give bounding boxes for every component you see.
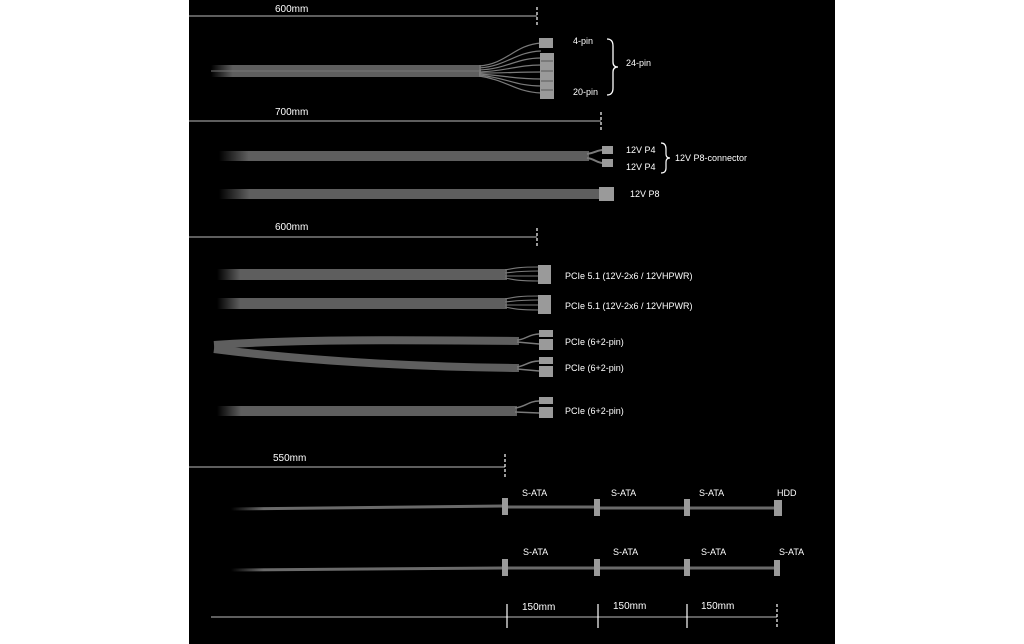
cpu-p4-connector-bottom	[602, 159, 613, 167]
sata-2-connector-1	[502, 559, 508, 576]
cable-cpu-p4-split	[219, 146, 613, 167]
sata-2-label-1: S-ATA	[523, 547, 549, 557]
sata-2-connector-4	[774, 560, 780, 576]
cable-sata-1	[231, 498, 782, 516]
atx-20pin-label: 20-pin	[573, 87, 599, 97]
cpu-brace	[661, 143, 670, 173]
cable-pcie-2	[217, 295, 551, 314]
sata-2-connector-3	[684, 559, 690, 576]
atx-4pin-label: 4-pin	[573, 36, 594, 46]
cpu-p4-top-label: 12V P4	[626, 145, 656, 155]
pcie-4-label: PCIe (6+2-pin)	[565, 363, 624, 373]
measure-cpu	[189, 107, 601, 131]
cpu-p4-connector-top	[602, 146, 613, 154]
segment-label-2: 150mm	[613, 601, 647, 612]
pcie-12vhpwr-connector-1	[538, 265, 551, 284]
sata-1-label-1: S-ATA	[522, 488, 548, 498]
pcie-12vhpwr-connector-2	[538, 295, 551, 314]
cable-diagram-panel	[189, 0, 835, 644]
cable-sata-2	[231, 559, 780, 576]
cpu-p8-group-label: 12V P8-connector	[675, 153, 748, 163]
atx-20pin-connector	[540, 53, 554, 99]
pcie-3-label: PCIe (6+2-pin)	[565, 337, 624, 347]
sata-1-connector-2	[594, 499, 600, 516]
sata-1-label-3: S-ATA	[699, 488, 725, 498]
measure-sata	[189, 453, 505, 477]
pcie-6pin-connector-5	[539, 407, 553, 418]
atx-wire-fan	[479, 43, 541, 93]
pcie-5-label: PCIe (6+2-pin)	[565, 406, 624, 416]
sata-1-connector-3	[684, 499, 690, 516]
sata-2-connector-2	[594, 559, 600, 576]
atx-brace	[607, 39, 618, 95]
atx-4pin-connector	[539, 38, 553, 48]
sata-1-label-2: S-ATA	[611, 488, 637, 498]
cable-pcie-1	[217, 265, 551, 284]
pcie-6pin-connector-4	[539, 366, 553, 377]
pcie-2pin-connector-4	[539, 357, 553, 364]
length-label-sata: 550mm	[273, 453, 307, 464]
measure-pcie	[189, 222, 537, 247]
sata-1-label-4: HDD	[777, 488, 797, 498]
pcie-2-label: PCIe 5.1 (12V-2x6 / 12VHPWR)	[565, 301, 693, 311]
cpu-p8-connector	[599, 187, 614, 201]
sata-1-hdd-connector	[774, 500, 782, 516]
cable-pcie-dual	[214, 330, 553, 377]
sata-1-connector-1	[502, 498, 508, 515]
cable-atx-24pin	[211, 38, 554, 99]
pcie-1-label: PCIe 5.1 (12V-2x6 / 12VHPWR)	[565, 271, 693, 281]
measure-atx	[189, 4, 537, 26]
length-label-cpu: 700mm	[275, 107, 309, 118]
sata-2-label-4: S-ATA	[779, 547, 805, 557]
sata-2-label-3: S-ATA	[701, 547, 727, 557]
pcie-2pin-connector-5	[539, 397, 553, 404]
measure-sata-segments	[211, 601, 777, 628]
cable-diagram	[189, 0, 835, 644]
cpu-p8-label: 12V P8	[630, 189, 660, 199]
cable-pcie-5	[217, 397, 553, 418]
cable-cpu-p8	[219, 187, 614, 201]
sata-2-label-2: S-ATA	[613, 547, 639, 557]
segment-label-3: 150mm	[701, 601, 735, 612]
length-label-pcie: 600mm	[275, 222, 309, 233]
atx-24pin-label: 24-pin	[626, 58, 652, 68]
length-label-atx: 600mm	[275, 4, 309, 15]
pcie-2pin-connector-3	[539, 330, 553, 337]
cpu-p4-bottom-label: 12V P4	[626, 162, 656, 172]
pcie-6pin-connector-3	[539, 339, 553, 350]
segment-label-1: 150mm	[522, 602, 556, 613]
